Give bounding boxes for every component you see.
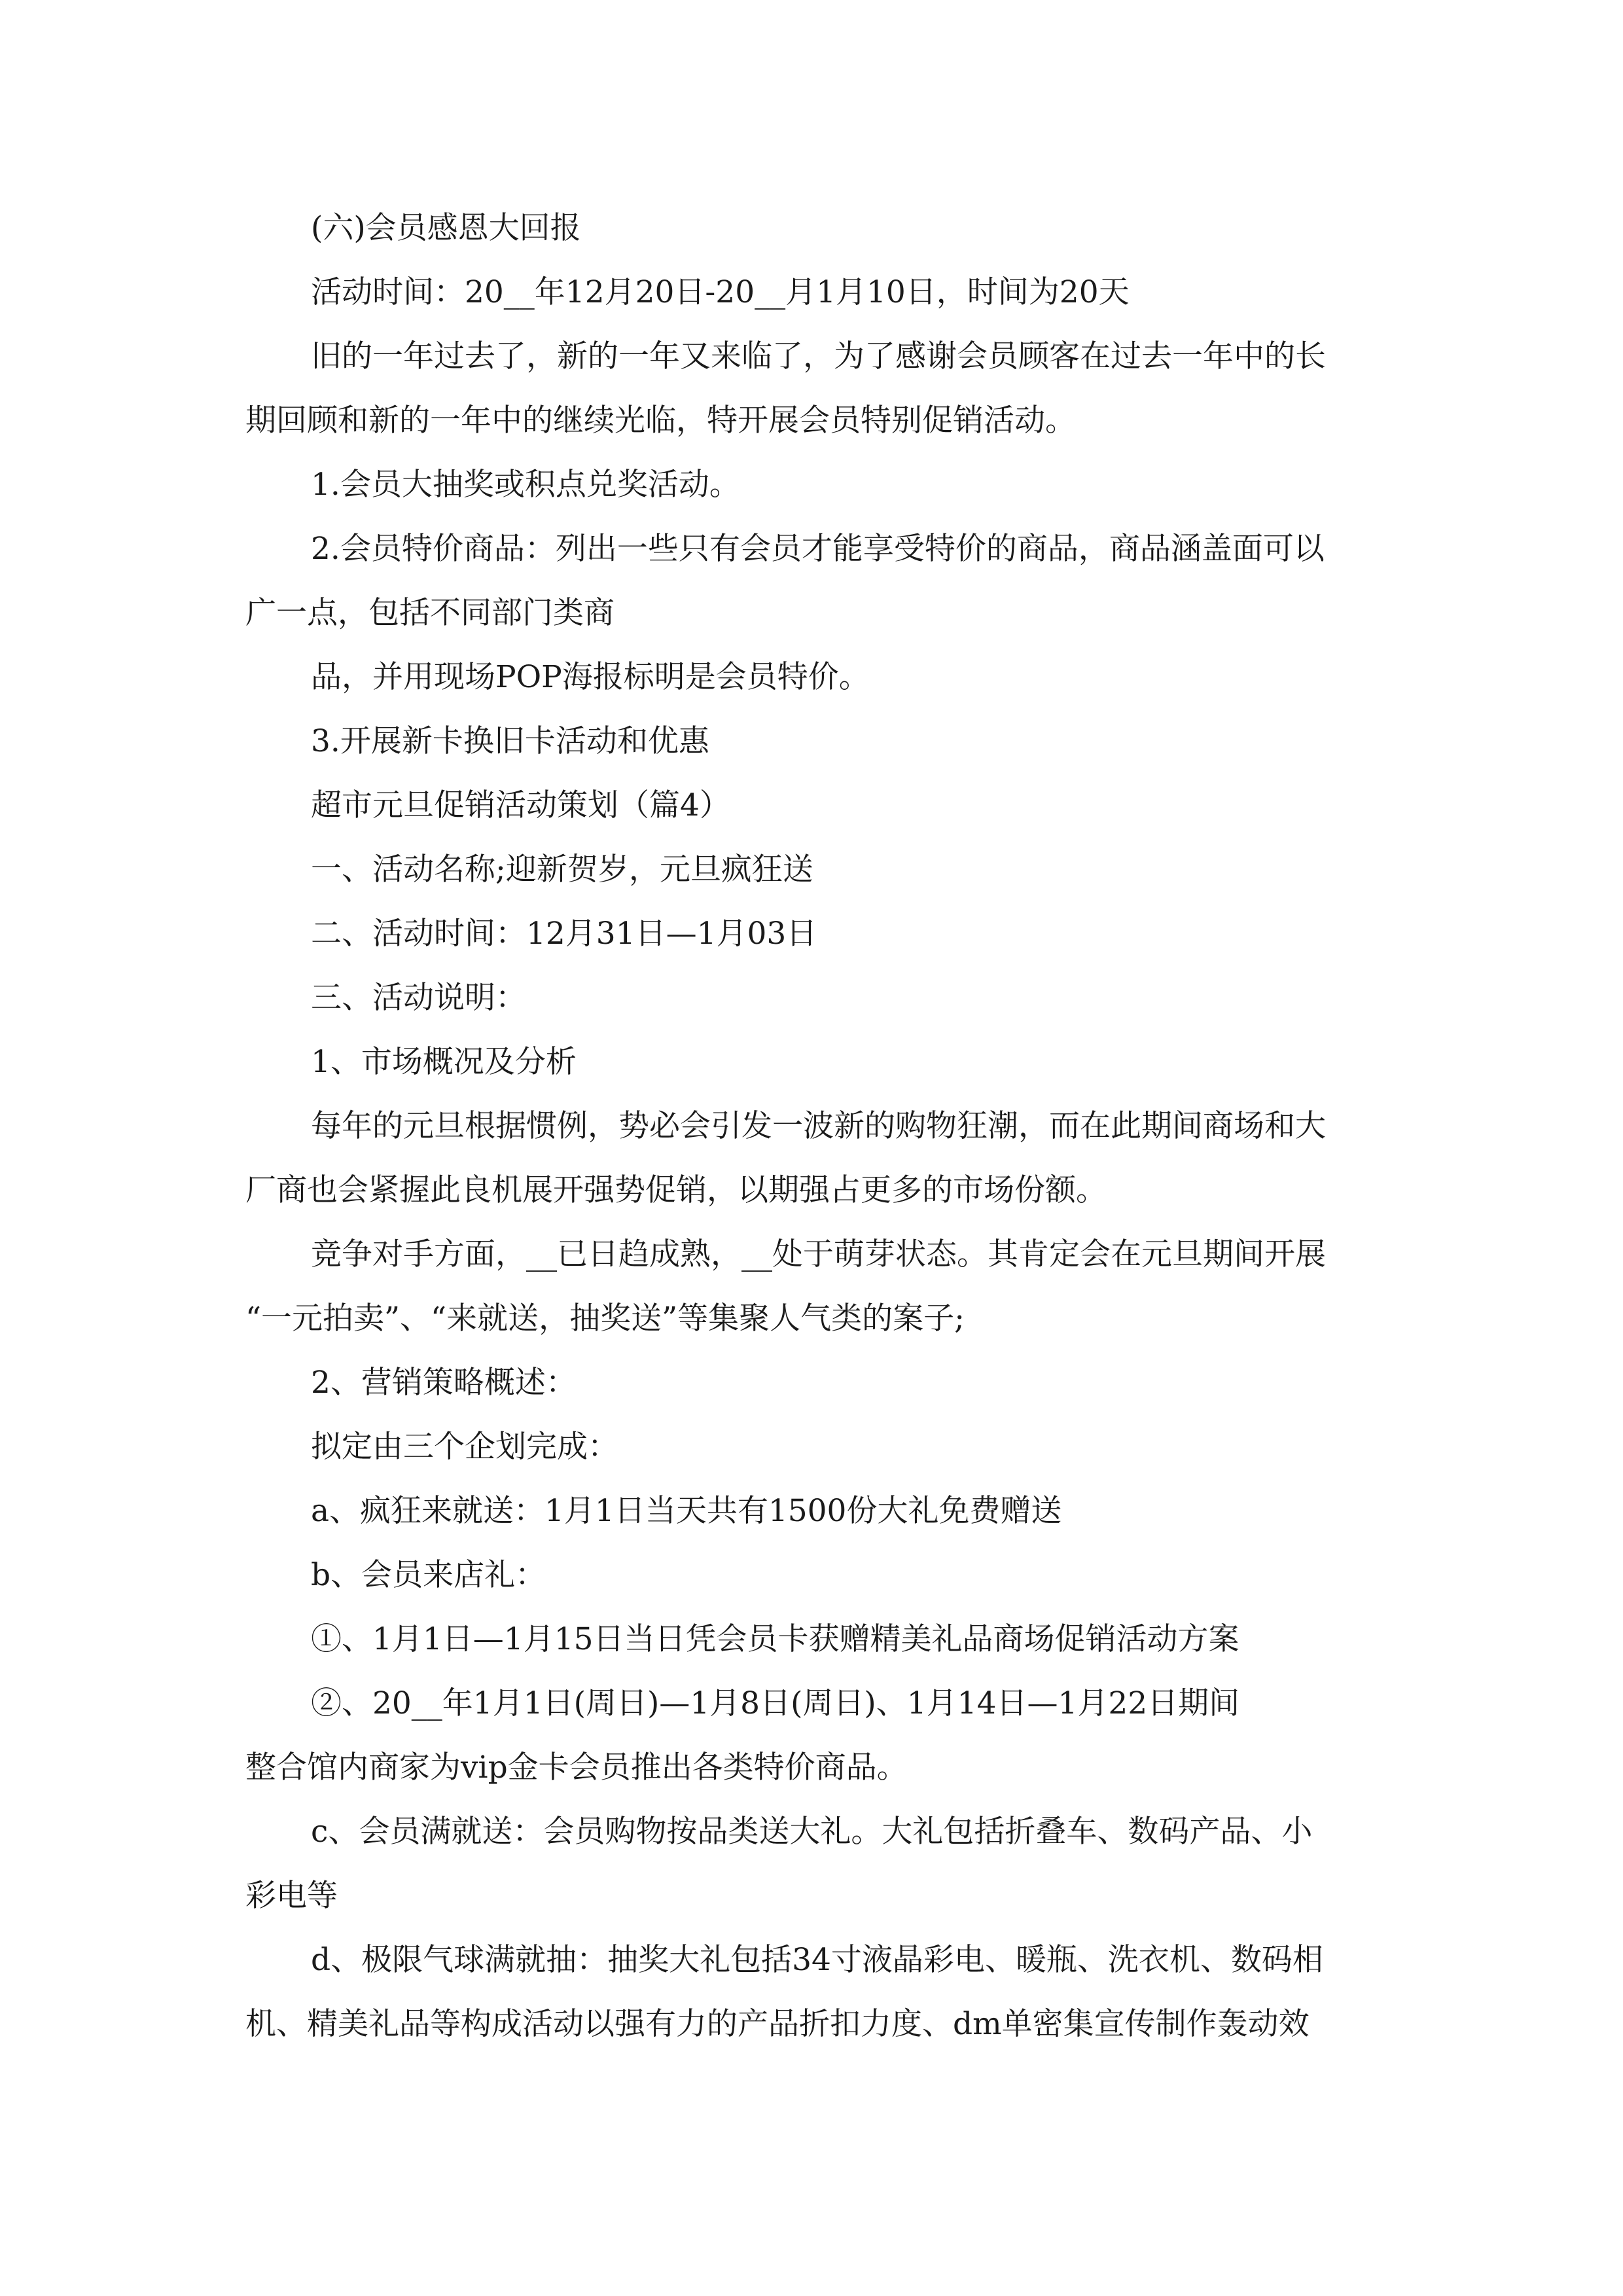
paragraph-item-3: 3.开展新卡换旧卡活动和优惠 — [311, 723, 709, 759]
paragraph-item-2-line-2: 广一点，包括不同部门类商 — [245, 595, 615, 631]
paragraph-plan-b-2-line-1: ②、20__年1月1日(周日)—1月8日(周日)、1月14日—1月22日期间 — [311, 1685, 1240, 1721]
paragraph-intro-line-2: 期回顾和新的一年中的继续光临，特开展会员特别促销活动。 — [245, 403, 1076, 439]
paragraph-plan-a: a、疯狂来就送：1月1日当天共有1500份大礼免费赠送 — [311, 1493, 1062, 1529]
paragraph-activity-time: 活动时间：20__年12月20日-20__月1月10日，时间为20天 — [311, 274, 1130, 310]
paragraph-market-line-1: 每年的元旦根据惯例，势必会引发一波新的购物狂潮，而在此期间商场和大 — [311, 1108, 1326, 1144]
paragraph-section-3: 三、活动说明： — [311, 980, 526, 1016]
paragraph-plan-b-2-line-2: 整合馆内商家为vip金卡会员推出各类特价商品。 — [245, 1749, 908, 1785]
paragraph-item-1: 1.会员大抽奖或积点兑奖活动。 — [311, 467, 740, 503]
paragraph-intro-line-1: 旧的一年过去了，新的一年又来临了，为了感谢会员顾客在过去一年中的长 — [311, 338, 1326, 374]
paragraph-plan-b: b、会员来店礼： — [311, 1557, 546, 1593]
paragraph-plan-intro: 拟定由三个企划完成： — [311, 1429, 618, 1465]
paragraph-plan-c-line-1: c、会员满就送：会员购物按品类送大礼。大礼包括折叠车、数码产品、小 — [311, 1814, 1313, 1850]
paragraph-section-1: 一、活动名称;迎新贺岁，元旦疯狂送 — [311, 852, 813, 888]
paragraph-market-line-2: 厂商也会紧握此良机展开强势促销，以期强占更多的市场份额。 — [245, 1172, 1107, 1208]
document-body — [245, 196, 1381, 2056]
paragraph-section-2: 二、活动时间：12月31日—1月03日 — [311, 916, 817, 952]
paragraph-sub-1: 1、市场概况及分析 — [311, 1044, 577, 1080]
paragraph-article-4-title: 超市元旦促销活动策划（篇4） — [311, 787, 730, 823]
paragraph-sub-2: 2、营销策略概述： — [311, 1365, 577, 1401]
paragraph-compete-line-2: “一元拍卖”、“来就送，抽奖送”等集聚人气类的案子; — [245, 1300, 965, 1336]
paragraph-compete-line-1: 竞争对手方面，__已日趋成熟，__处于萌芽状态。其肯定会在元旦期间开展 — [311, 1236, 1326, 1272]
paragraph-item-2-line-1: 2.会员特价商品：列出一些只有会员才能享受特价的商品，商品涵盖面可以 — [311, 531, 1325, 567]
paragraph-plan-b-1: ①、1月1日—1月15日当日凭会员卡获赠精美礼品商场促销活动方案 — [311, 1621, 1240, 1657]
paragraph-plan-d-line-1: d、极限气球满就抽：抽奖大礼包括34寸液晶彩电、暖瓶、洗衣机、数码相 — [311, 1942, 1323, 1978]
paragraph-section-6-title: (六)会员感恩大回报 — [311, 210, 581, 246]
paragraph-item-2-line-3: 品，并用现场POP海报标明是会员特价。 — [311, 659, 870, 695]
paragraph-plan-d-line-2: 机、精美礼品等构成活动以强有力的产品折扣力度、dm单密集宣传制作轰动效 — [245, 2006, 1310, 2042]
paragraph-plan-c-line-2: 彩电等 — [245, 1878, 338, 1914]
